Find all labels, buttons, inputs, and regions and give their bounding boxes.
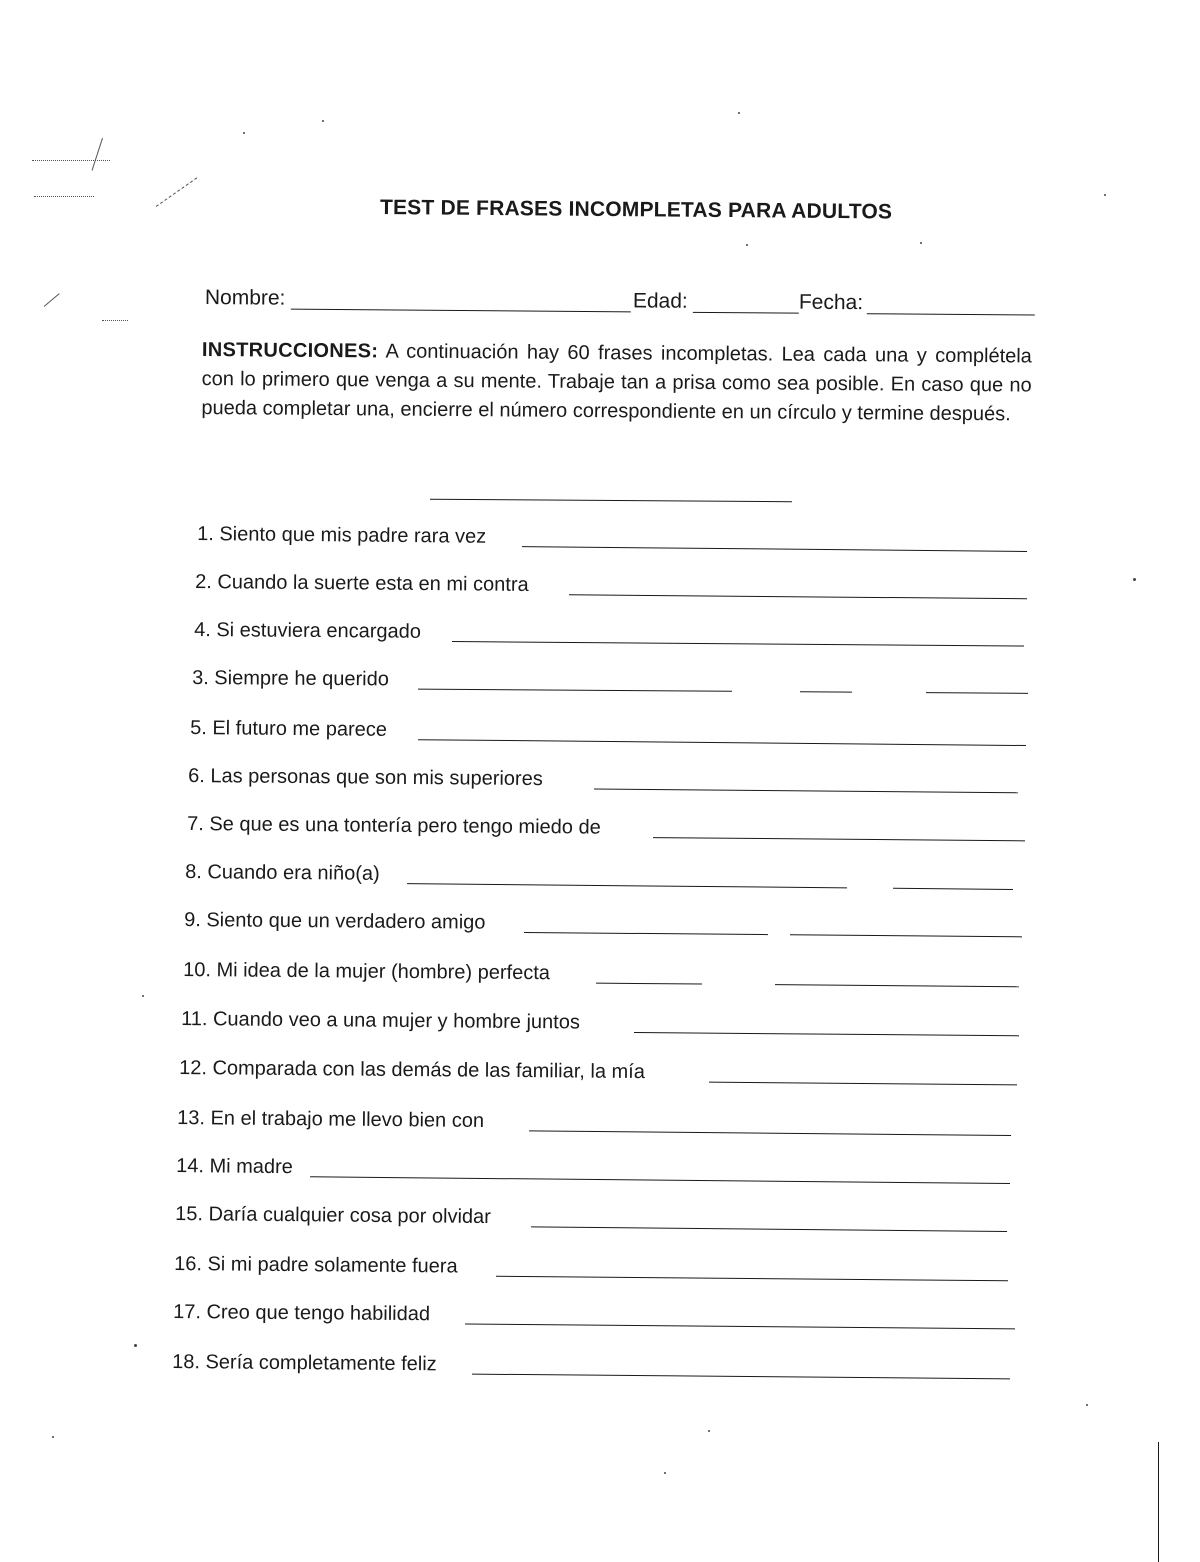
sentence-item-18 <box>172 1348 1010 1385</box>
answer-line[interactable] <box>522 546 1027 552</box>
instructions-heading: INSTRUCCIONES: <box>201 338 379 363</box>
sentence-label: 18. Sería completamente feliz <box>172 1351 437 1376</box>
answer-line[interactable] <box>653 837 1025 841</box>
answer-line[interactable] <box>465 1324 1015 1330</box>
instructions-text: A continuación hay 60 frases incompletas. Lea cada una y complételа con lo primero que venga a su mente. Trabaje tan a prisa como sea posible. En caso que no pueda completar una, encierre el número correspondiente en un círculo y termine después. <box>201 340 1032 426</box>
sentence-label: 8. Cuando era niño(a) <box>185 861 380 885</box>
sentence-item-14 <box>176 1152 1010 1190</box>
answer-line-segment[interactable] <box>893 888 1013 890</box>
sentence-label: 9. Siento que un verdadero amigo <box>184 909 486 934</box>
answer-line[interactable] <box>452 641 1024 646</box>
sentence-item-7 <box>187 810 1025 847</box>
answer-line[interactable] <box>569 594 1027 599</box>
answer-line[interactable] <box>472 1374 1010 1380</box>
sentence-item-2 <box>195 568 1027 605</box>
sentence-label: 5. El futuro me parece <box>190 717 388 741</box>
sentence-label: 16. Si mi padre solamente fuera <box>174 1253 458 1278</box>
answer-line-segment[interactable] <box>790 934 1022 937</box>
sentence-label: 7. Se que es una tontería pero tengo miedo de <box>187 813 601 839</box>
answer-line-segment[interactable] <box>775 984 1019 987</box>
sentence-label: 4. Si estuviera encargado <box>194 619 422 643</box>
sentence-label: 3. Siempre he querido <box>192 667 389 691</box>
sentence-item-9 <box>184 906 1022 943</box>
answer-line[interactable] <box>496 1276 1008 1281</box>
sentence-item-1 <box>197 520 1027 558</box>
answer-line[interactable] <box>596 983 702 985</box>
sentence-item-17 <box>173 1298 1015 1335</box>
scan-edge-line <box>1158 1442 1159 1562</box>
answer-line[interactable] <box>709 1082 1017 1086</box>
sentence-label: 1. Siento que mis padre rara vez <box>197 523 487 548</box>
answer-line[interactable] <box>634 1032 1019 1036</box>
sentence-item-12 <box>179 1054 1017 1091</box>
answer-line[interactable] <box>594 789 1018 794</box>
scan-mark <box>32 160 110 161</box>
sentence-label: 15. Daría cualquier cosa por olvidar <box>175 1203 491 1229</box>
sentence-item-15 <box>175 1200 1007 1238</box>
fecha-label: Fecha: <box>798 290 864 315</box>
sentence-item-10 <box>183 956 1019 993</box>
answer-line-segment[interactable] <box>800 691 852 692</box>
sentence-label: 6. Las personas que son mis superiores <box>188 765 543 791</box>
sentence-item-5 <box>190 714 1026 752</box>
scan-speck <box>243 132 245 134</box>
answer-line[interactable] <box>531 1226 1007 1232</box>
sentence-item-16 <box>174 1250 1008 1287</box>
answer-line[interactable] <box>524 932 768 935</box>
sentence-item-11 <box>181 1005 1019 1042</box>
answer-line[interactable] <box>407 883 847 888</box>
answer-line[interactable] <box>418 689 732 692</box>
sentence-label: 11. Cuando veo a una mujer y hombre juntos <box>181 1008 580 1034</box>
sentence-label: 10. Mi idea de la mujer (hombre) perfecta <box>183 959 551 985</box>
nombre-label: Nombre: <box>204 286 286 310</box>
scan-speck <box>52 1436 54 1438</box>
scan-speck <box>1104 194 1106 196</box>
sentence-label: 14. Mi madre <box>176 1155 293 1179</box>
sentence-label: 2. Cuando la suerte esta en mi contra <box>195 571 529 596</box>
sentence-item-6 <box>188 762 1018 799</box>
scan-speck <box>142 995 144 997</box>
scan-speck <box>1086 1404 1088 1406</box>
page-title: TEST DE FRASES INCOMPLETAS PARA ADULTOS <box>379 196 893 224</box>
sentence-item-3 <box>194 616 1024 653</box>
answer-line-segment[interactable] <box>926 692 1028 694</box>
answer-line[interactable] <box>418 739 1026 746</box>
scan-mark <box>102 320 128 321</box>
scan-speck <box>1133 578 1136 581</box>
scan-mark <box>34 196 94 197</box>
scan-speck <box>322 120 324 122</box>
edad-label: Edad: <box>632 289 688 313</box>
sentence-label: 13. En el trabajo me llevo bien con <box>177 1107 485 1132</box>
sentence-label: 12. Comparada con las demás de las familiar, la mía <box>179 1057 645 1084</box>
sentence-item-8 <box>185 858 1015 896</box>
answer-line[interactable] <box>529 1130 1011 1136</box>
scan-speck <box>746 244 748 246</box>
scan-speck <box>738 112 740 114</box>
answer-line[interactable] <box>310 1176 1010 1184</box>
sentence-item-13 <box>177 1104 1011 1142</box>
sentence-item-4 <box>192 664 1028 700</box>
sentence-label: 17. Creo que tengo habilidad <box>173 1301 431 1326</box>
scan-speck <box>664 1472 666 1474</box>
scan-speck <box>708 1430 710 1432</box>
scan-speck <box>134 1344 137 1347</box>
scan-speck <box>920 242 922 244</box>
